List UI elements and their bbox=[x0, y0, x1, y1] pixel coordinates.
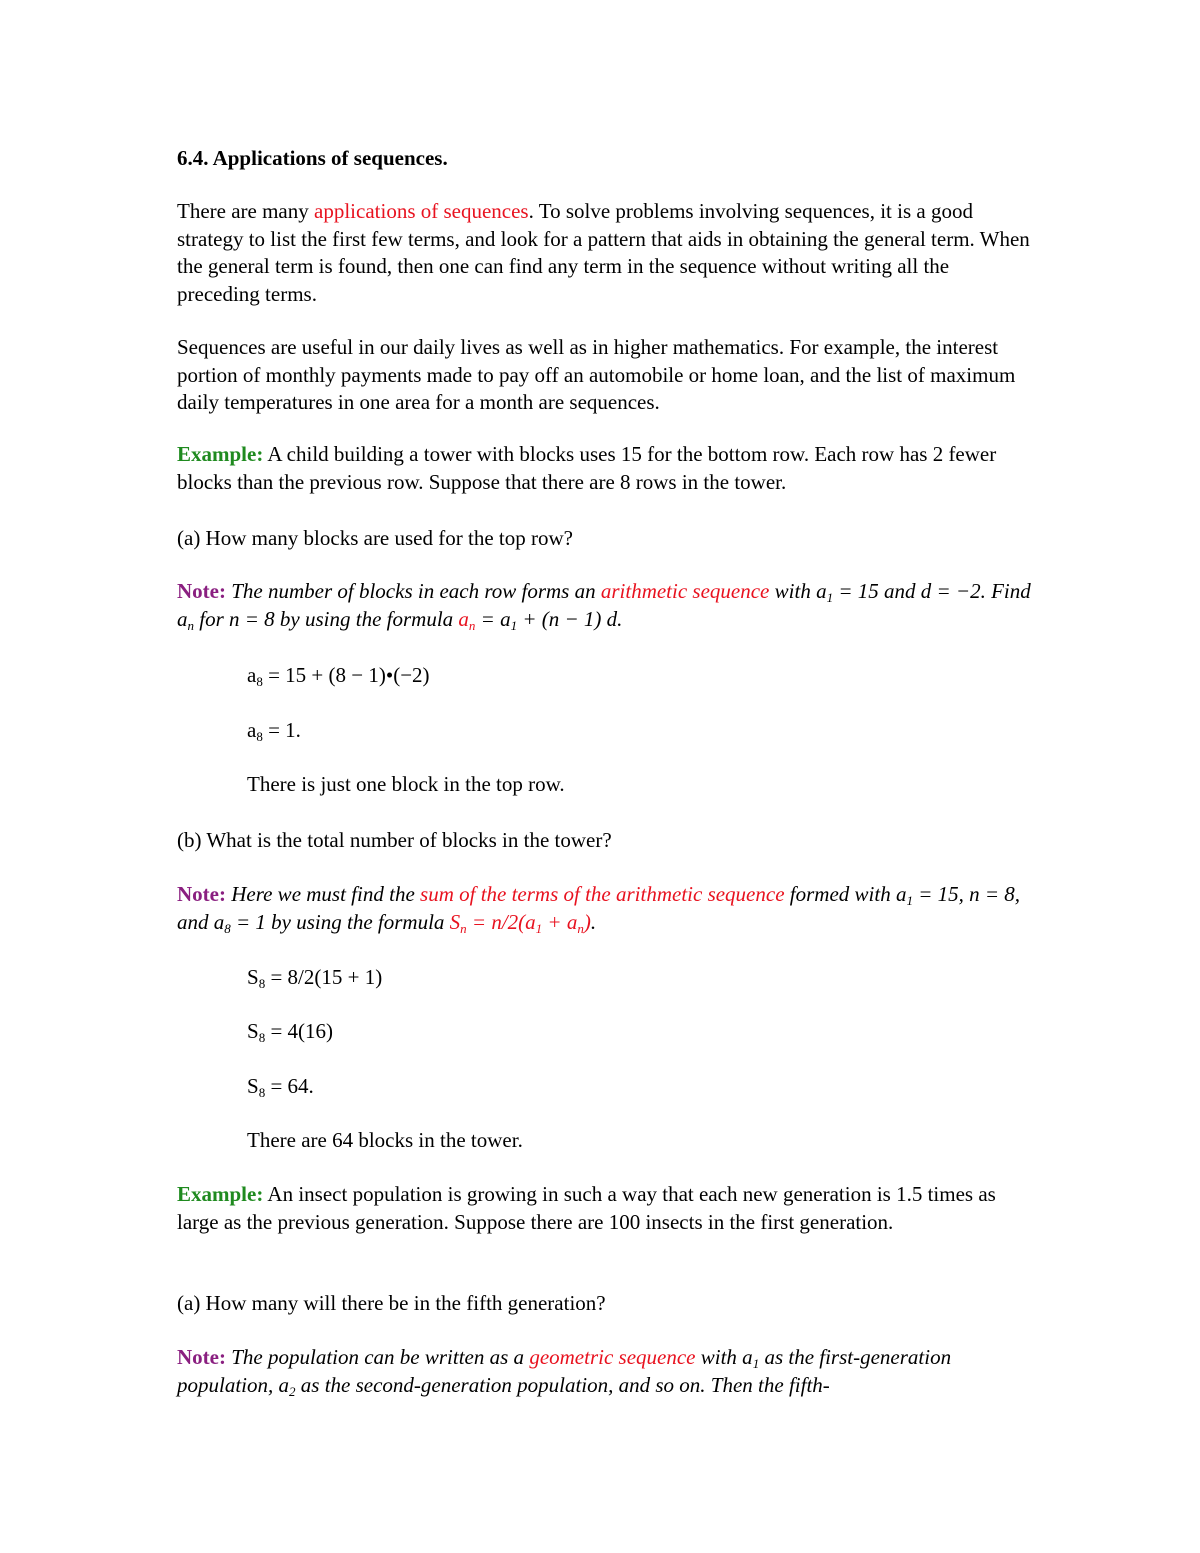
note-label: Note: bbox=[177, 882, 226, 906]
example-label: Example: bbox=[177, 1182, 264, 1206]
formula-nth-term: $a_n$ bbox=[458, 606, 476, 633]
geometric-sequence-link[interactable]: geometric sequence bbox=[529, 1345, 696, 1369]
section-heading: 6.4. Applications of sequences. bbox=[177, 146, 448, 170]
note-label: Note: bbox=[177, 1345, 226, 1369]
example-label: Example: bbox=[177, 442, 264, 466]
answer-b: There are 64 blocks in the tower. bbox=[247, 1128, 523, 1152]
example-1-question-a: (a) How many blocks are used for the top row? bbox=[177, 526, 573, 550]
calc-line: $a_8 = 1$. bbox=[247, 718, 301, 744]
calc-line: $S_8 = 8/2(15 + 1)$ bbox=[247, 965, 383, 991]
usefulness-paragraph: Sequences are useful in our daily lives as well as in higher mathematics. For example, the interest portion of monthly payments made to pay off an automobile or home loan, and the list of maximum daily temperatures in one area for a month are sequences. bbox=[177, 335, 1016, 414]
formula-sum: $S_n = n/2(a_1 + a_n)$ bbox=[449, 909, 591, 936]
arithmetic-sequence-link[interactable]: arithmetic sequence bbox=[600, 579, 770, 603]
example-1-question-b: (b) What is the total number of blocks in the tower? bbox=[177, 828, 612, 852]
calc-line: $S_8 = 64$. bbox=[247, 1074, 314, 1100]
note-label: Note: bbox=[177, 579, 226, 603]
calc-line: $S_8 = 4(16)$ bbox=[247, 1019, 334, 1045]
sum-arithmetic-link[interactable]: sum of the terms of the arithmetic sequence bbox=[420, 882, 785, 906]
example-2-question-a: (a) How many will there be in the fifth generation? bbox=[177, 1291, 606, 1315]
example-2-note-a: Note: The population can be written as a geometric sequence with $a_1$ as the first-generation population, $a_2$ as the second-generation population, and so on. Then the fifth- bbox=[177, 1345, 952, 1399]
applications-link[interactable]: applications of sequences bbox=[314, 199, 529, 223]
intro-paragraph: There are many applications of sequences. To solve problems involving sequences, it is a good strategy to list the first few terms, and look for a pattern that aids in obtaining the general term. When the general term is found, then one can find any term in the sequence without writing all the preceding terms. bbox=[177, 199, 1030, 306]
answer-a: There is just one block in the top row. bbox=[247, 772, 565, 796]
example-1-note-b: Note: Here we must find the sum of the terms of the arithmetic sequence formed with $a_1 = 15$, n = 8, and $a_8 = 1$ by using the formula $S_n = n/2(a_1 + a_n)$. bbox=[177, 882, 1021, 936]
calc-line: $a_8 = 15 + (8$ − 1)•(−2) bbox=[247, 663, 430, 689]
example-1-statement: Example: A child building a tower with blocks uses 15 for the bottom row. Each row has 2 fewer blocks than the previous row. Suppose that there are 8 rows in the tower. bbox=[177, 442, 997, 494]
example-2-statement: Example: An insect population is growing in such a way that each new generation is 1.5 times as large as the previous generation. Suppose there are 100 insects in the first generation. bbox=[177, 1182, 996, 1234]
example-1-note-a: Note: The number of blocks in each row forms an arithmetic sequence with $a_1 = 15$ and d = −2. Find $a_n$ for n = 8 by using the formula $a_n = a_1 + (n - 1)$ d. bbox=[177, 579, 1031, 633]
